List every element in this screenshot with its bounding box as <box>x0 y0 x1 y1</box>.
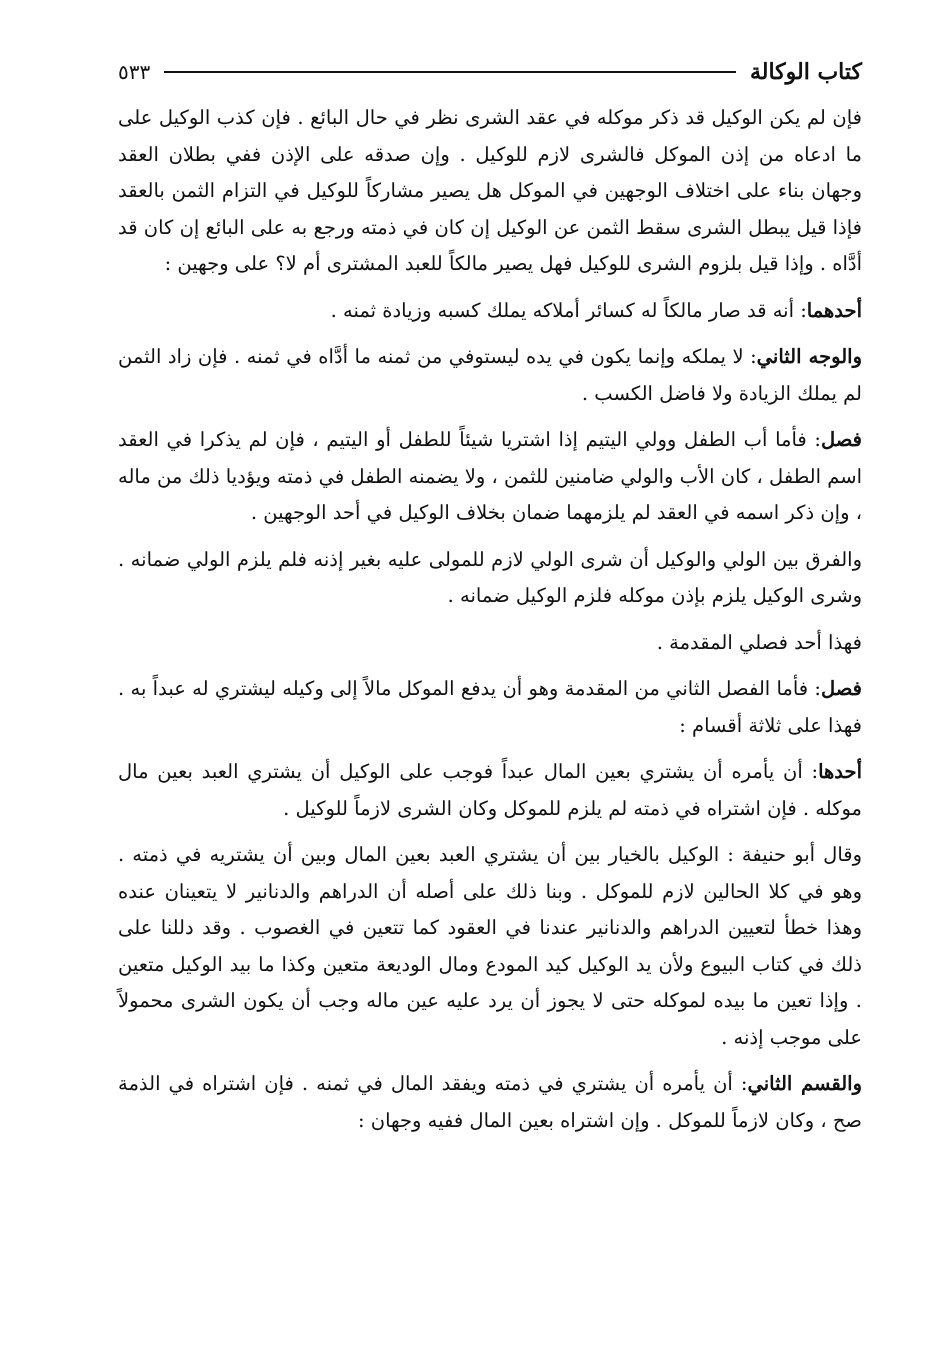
paragraph-text: فإن لم يكن الوكيل قد ذكر موكله في عقد الشرى نظر في حال البائع . فإن كذب الوكيل على ما ادعاه من إذن الموكل فالشرى لازم للوكيل . وإن صدقه على الإذن ففي بطلان العقد وجهان بناء على اختلاف الوجهين في الموكل هل يصير مشاركاً للوكيل في التزام الثمن بالعقد فإذا قيل يبطل الشرى سقط الثمن عن الوكيل إن كان في ذمته ورجع به على البائع إن كان قد أدَّاه . وإذا قيل بلزوم الشرى للوكيل فهل يصير مالكاً للعبد المشترى أم لا؟ على وجهين : <box>118 106 862 275</box>
paragraph <box>118 754 862 827</box>
paragraph <box>118 100 862 283</box>
paragraph-text: والفرق بين الولي والوكيل أن شرى الولي لازم للمولى عليه بغير إذنه فلم يلزم الولي ضمانه . وشرى الوكيل يلزم بإذن موكله فلزم الوكيل ضمانه . <box>118 547 862 607</box>
paragraph-text: فهذا أحد فصلي المقدمة . <box>656 630 862 654</box>
paragraph <box>118 293 862 330</box>
paragraph-text: : فأما أب الطفل وولي اليتيم إذا اشتريا شيئاً للطفل أو اليتيم ، فإن لم يذكرا في العقد اسم الطفل ، كان الأب والولي ضامنين للثمن ، ولا يضمنه الطفل في ذمته ويؤديا ذلك من ماله ، وإن ذكر اسمه في العقد لم يلزمهما ضمان بخلاف الوكيل في أحد الوجهين . <box>118 428 862 524</box>
page-number: ٥٣٣ <box>118 60 151 84</box>
paragraph <box>118 339 862 412</box>
header-rule <box>164 71 736 73</box>
paragraph-text: وقال أبو حنيفة : الوكيل بالخيار بين أن يشتري العبد بعين المال وبين أن يشتريه في ذمته . وهو في كلا الحالين لازم للموكل . وبنا ذلك على أصله أن الدراهم والدنانير لا يتعينان عنده وهذا خطأ لتعيين الدراهم والدنانير عندنا في العقود كما تتعين في الغصوب . وقد دللنا على ذلك في كتاب البيوع ولأن يد الوكيل كيد المودع ومال الوديعة متعين وكذا ما بيد الوكيل متعين . وإذا تعين ما بيده لموكله حتى لا يجوز أن يرد عليه عين ماله وجب أن يكون الشرى محمولاً على موجب إذنه . <box>118 843 862 1049</box>
paragraph <box>118 422 862 532</box>
paragraph-term: فصل <box>821 428 862 451</box>
book-title: كتاب الوكالة <box>749 59 862 85</box>
paragraph-term: أحدهما <box>806 298 862 322</box>
paragraph <box>118 625 862 662</box>
paragraph <box>118 671 862 744</box>
paragraph-text: : أن يأمره أن يشتري في ذمته ويفقد المال في ثمنه . فإن اشتراه في الذمة صح ، وكان لازماً للموكل . وإن اشتراه بعين المال ففيه وجهان : <box>118 1072 862 1132</box>
paragraph-term: والقسم الثاني <box>747 1072 862 1095</box>
document-page <box>118 52 862 1149</box>
paragraph-term: أحدها <box>818 760 862 783</box>
paragraph <box>118 837 862 1056</box>
paragraph-text: : أن يأمره أن يشتري بعين المال عبداً فوجب على الوكيل أن يشتري العبد بعين مال موكله . فإن اشتراه في ذمته لم يلزم للموكل وكان الشرى لازماً للوكيل . <box>118 760 862 820</box>
paragraph-text: : فأما الفصل الثاني من المقدمة وهو أن يدفع الموكل مالاً إلى وكيله ليشتري له عبداً به . فهذا على ثلاثة أقسام : <box>118 677 862 737</box>
page-header <box>118 52 862 92</box>
paragraph-text: : أنه قد صار مالكاً له كسائر أملاكه يملك كسبه وزيادة ثمنه . <box>330 298 807 322</box>
paragraph-text: : لا يملكه وإنما يكون في يده ليستوفي من ثمنه ما أدَّاه في ثمنه . فإن زاد الثمن لم يملك الزيادة ولا فاضل الكسب . <box>118 345 862 405</box>
paragraph-term: والوجه الثاني <box>756 345 862 368</box>
body-text <box>118 100 862 1139</box>
paragraph-term: فصل <box>821 677 862 700</box>
paragraph <box>118 1066 862 1139</box>
paragraph <box>118 542 862 615</box>
